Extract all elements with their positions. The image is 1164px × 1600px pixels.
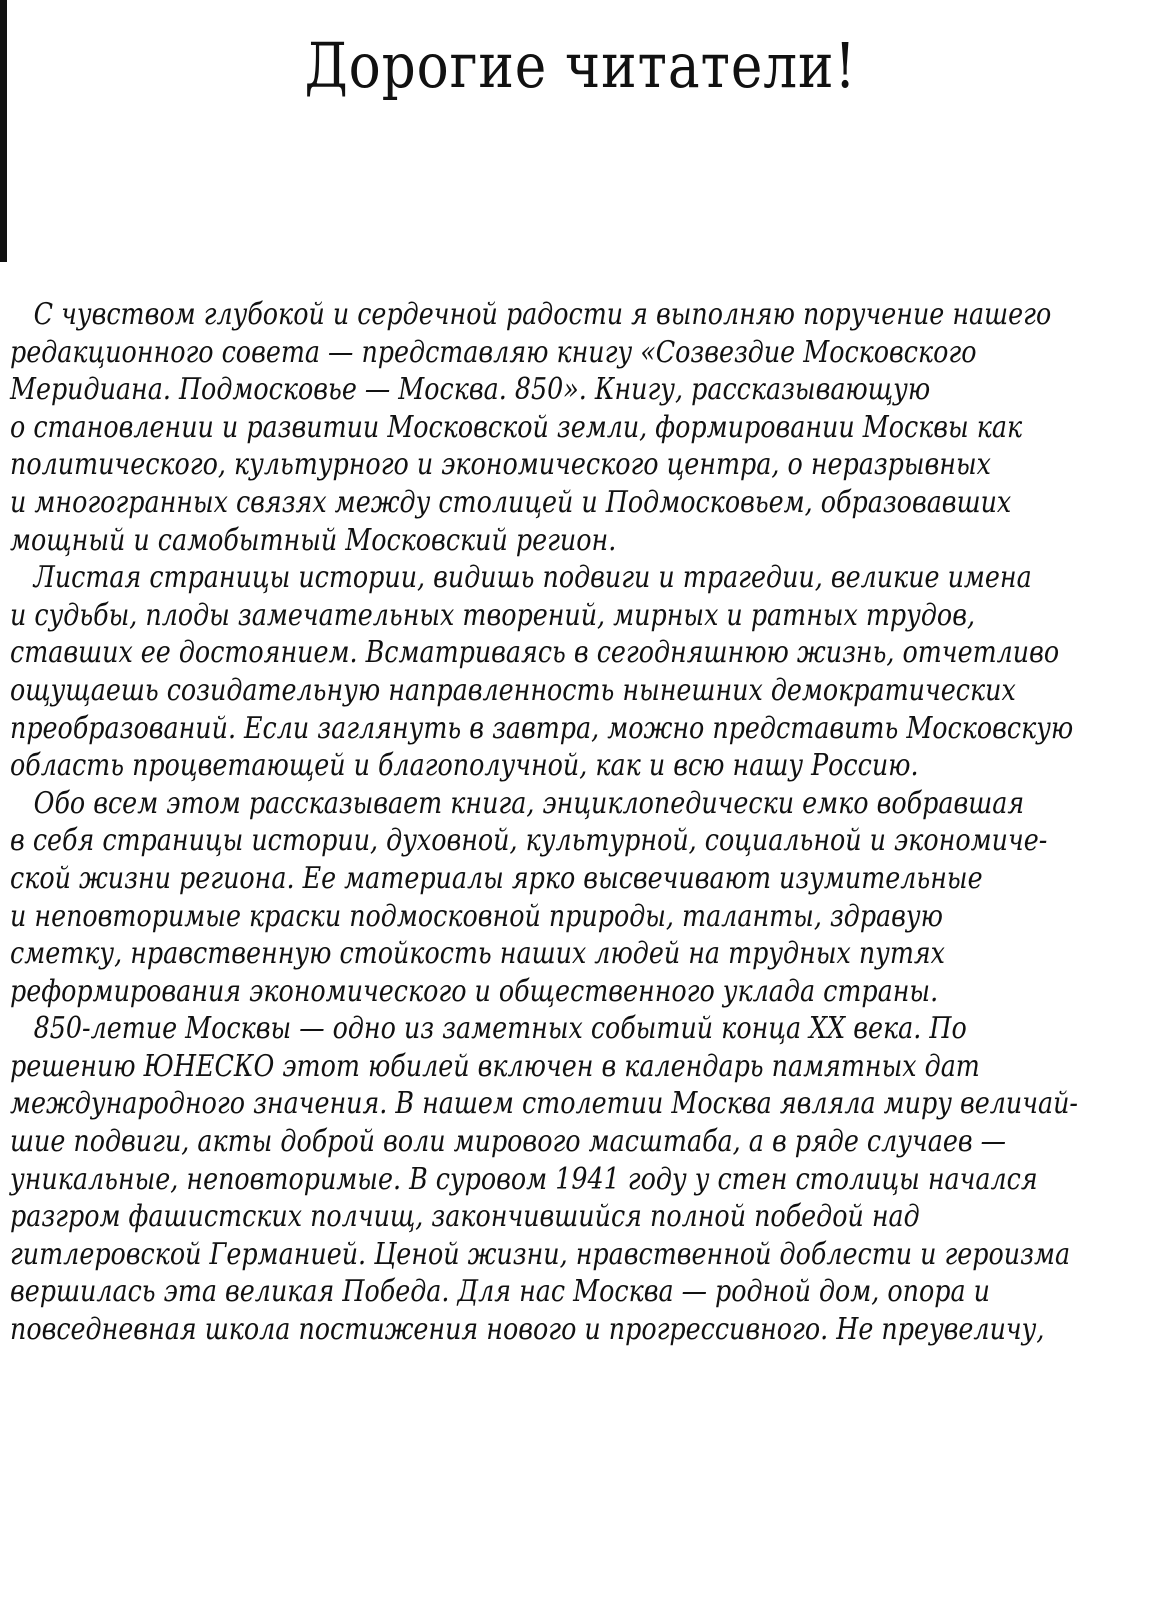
text-line: С чувством глубокой и сердечной радости я выполняю поручение нашего [33,297,1052,332]
text-line: о становлении и развитии Московской земли, формировании Москвы как [10,409,1023,445]
text-line: и неповторимые краски подмосковной природы, таланты, здравую [10,898,943,934]
text-line: политического, культурного и экономического центра, о неразрывных [10,447,991,483]
text-line: ощущаешь созидательную направленность нынешних демократических [10,672,1016,708]
text-line: шие подвиги, акты доброй воли мирового масштаба, а в ряде случаев — [10,1124,1006,1160]
text-line: реформирования экономического и общественного уклада страны. [10,973,939,1009]
text-line: ской жизни региона. Ее материалы ярко высвечивают изумительные [10,860,983,896]
text-line: гитлеровской Германией. Ценой жизни, нравственной доблести и героизма [10,1236,1071,1272]
page-edge-bar [0,0,7,262]
text-line: вершилась эта великая Победа. Для нас Москва — родной дом, опора и [10,1274,990,1310]
page-title: Дорогие читатели! [304,29,857,102]
text-line: и судьбы, плоды замечательных творений, мирных и ратных трудов, [10,597,976,633]
text-line: мощный и самобытный Московский регион. [10,522,617,558]
text-line: преобразований. Если заглянуть в завтра, можно представить Московскую [10,710,1074,746]
text-line: уникальные, неповторимые. В суровом 1941 году у стен столицы начался [10,1161,1038,1197]
text-line: решению ЮНЕСКО этот юбилей включен в календарь памятных дат [10,1048,980,1084]
text-line: Меридиана. Подмосковье — Москва. 850». Книгу, рассказывающую [10,372,931,408]
paragraph [10,296,1160,559]
paragraph [10,559,1160,785]
text-line: и многогранных связях между столицей и Подмосковьем, образовавших [10,484,1012,520]
text-line: в себя страницы истории, духовной, культурной, социальной и экономиче- [10,823,1048,859]
body-text [10,296,1160,1349]
text-line: повседневная школа постижения нового и прогрессивного. Не преувеличу, [10,1312,1045,1348]
paragraph [10,785,1160,1011]
text-line: разгром фашистских полчищ, закончившийся полной победой над [10,1199,920,1235]
text-line: область процветающей и благополучной, как и всю нашу Россию. [10,748,919,784]
text-line: международного значения. В нашем столетии Москва являла миру величай- [10,1086,1078,1122]
text-line: Листая страницы истории, видишь подвиги и трагедии, великие имена [33,560,1032,596]
text-line: Обо всем этом рассказывает книга, энциклопедически емко вобравшая [33,785,1025,821]
text-line: 850-летие Москвы — одно из заметных событий конца XX века. По [33,1011,967,1047]
text-line: сметку, нравственную стойкость наших людей на трудных путях [10,936,945,972]
text-line: ставших ее достоянием. Всматриваясь в сегодняшнюю жизнь, отчетливо [10,635,1060,671]
text-line: редакционного совета — представляю книгу «Созвездие Московского [10,334,977,370]
paragraph [10,1010,1160,1348]
